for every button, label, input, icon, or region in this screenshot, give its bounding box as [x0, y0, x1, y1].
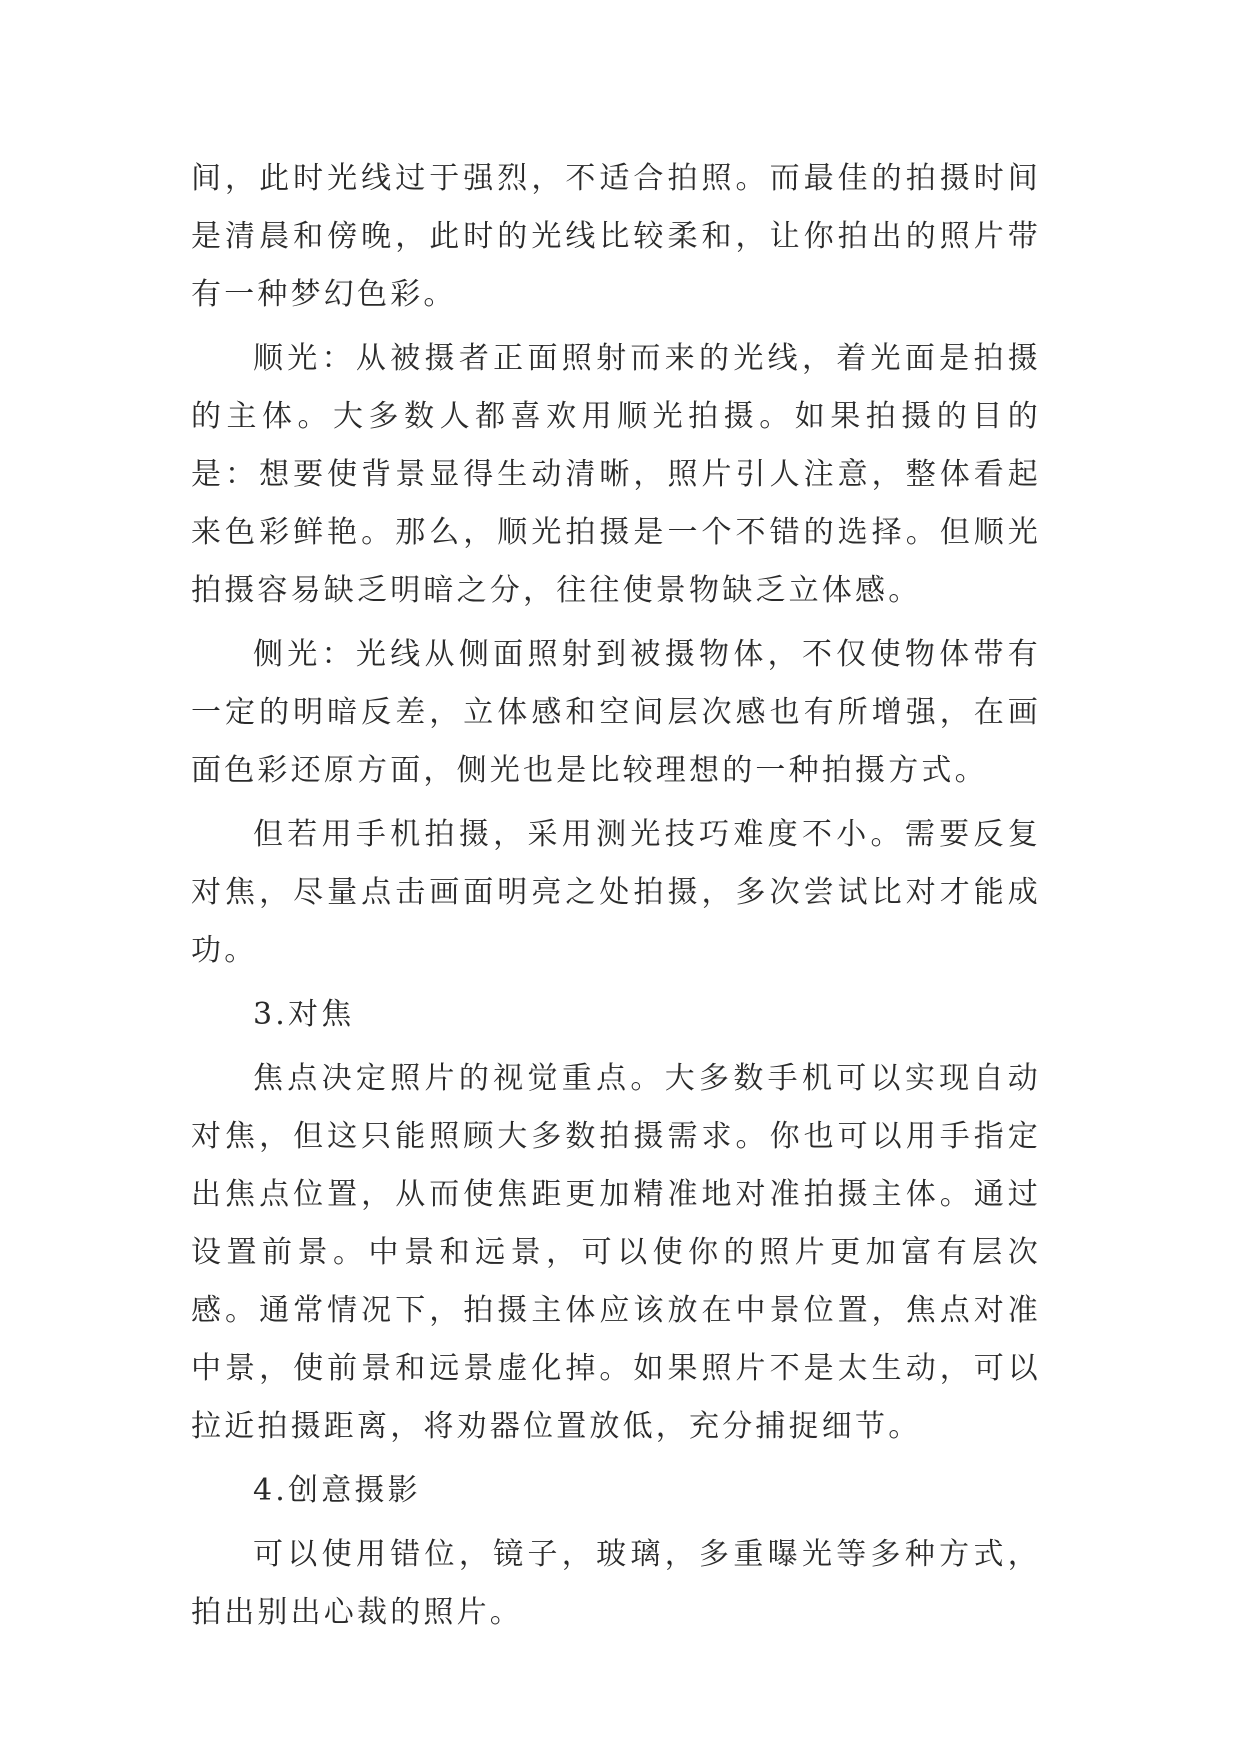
paragraph-focus: 焦点决定照片的视觉重点。大多数手机可以实现自动对焦，但这只能照顾大多数拍摄需求。你也可以用手指定出焦点位置，从而使焦距更加精准地对准拍摄主体。通过设置前景。中景和远景，可以使你的照片更加富有层次感。通常情况下，拍摄主体应该放在中景位置，焦点对准中景，使前景和远景虚化掉。如果照片不是太生动，可以拉近拍摄距离，将劝器位置放低，充分捕捉细节。	[191, 1061, 1041, 1444]
paragraph-lighting-time: 间，此时光线过于强烈，不适合拍照。而最佳的拍摄时间是清晨和傍晚，此时的光线比较柔和，让你拍出的照片带有一种梦幻色彩。	[191, 161, 1041, 312]
section-heading-creative: 4.创意摄影	[253, 1473, 421, 1508]
document-body	[191, 150, 1041, 1648]
section-heading-focus: 3.对焦	[253, 997, 355, 1032]
paragraph-creative: 可以使用错位，镜子，玻璃，多重曝光等多种方式，拍出别出心裁的照片。	[191, 1537, 1041, 1630]
paragraph-phone-metering: 但若用手机拍摄，采用测光技巧难度不小。需要反复对焦，尽量点击画面明亮之处拍摄，多次尝试比对才能成功。	[191, 817, 1041, 968]
paragraph-front-light: 顺光：从被摄者正面照射而来的光线，着光面是拍摄的主体。大多数人都喜欢用顺光拍摄。如果拍摄的目的是：想要使背景显得生动清晰，照片引人注意，整体看起来色彩鲜艳。那么，顺光拍摄是一个不错的选择。但顺光拍摄容易缺乏明暗之分，往往使景物缺乏立体感。	[191, 341, 1041, 608]
paragraph-side-light: 侧光：光线从侧面照射到被摄物体，不仅使物体带有一定的明暗反差，立体感和空间层次感也有所增强，在画面色彩还原方面，侧光也是比较理想的一种拍摄方式。	[191, 637, 1041, 788]
